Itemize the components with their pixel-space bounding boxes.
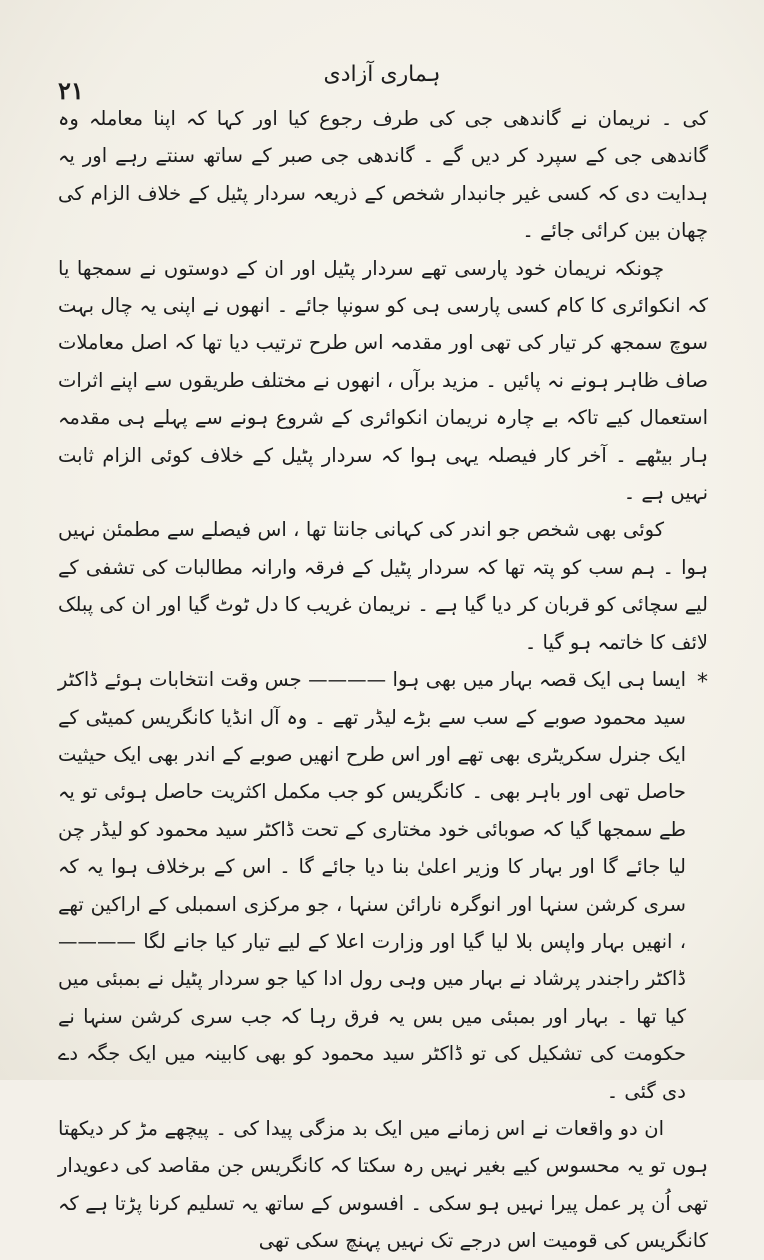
paragraph: چونکہ نریمان خود پارسی تھے سردار پٹیل اور ان کے دوستوں نے سمجھا یا کہ انکوائری کا کام کسی پارسی ہی کو سونپا جائے ۔ انھوں نے اپنی یہ چال بہت سوچ سمجھ کر تیار کی تھی اور مقدمہ اس طرح ترتیب دیا تھا کہ اصل معاملات صاف ظاہر ہونے نہ پائیں ۔ مزید برآں ، انھوں نے مختلف طریقوں سے اپنے اثرات استعمال کیے تاکہ بے چارہ نریمان انکوائری کے شروع ہونے سے پہلے ہی مقدمہ ہار بیٹھے ۔ آخر کار فیصلہ یہی ہوا کہ سردار پٹیل کے خلاف کوئی الزام ثابت نہیں ہے ۔ <box>58 256 708 505</box>
paragraph: کوئی بھی شخص جو اندر کی کہانی جانتا تھا ، اس فیصلے سے مطمئن نہیں ہوا ۔ ہم سب کو پتہ تھا کہ سردار پٹیل کے فرقہ وارانہ مطالبات کی تشفی کے لیے سچائی کو قربان کر دیا گیا ہے ۔ نریمان غریب کا دل ٹوٹ گیا اور ان کی پبلک لائف کا خاتمہ ہو گیا ۔ <box>58 518 708 654</box>
paragraph-text: ایسا ہی ایک قصہ بہار میں بھی ہوا ———— جس وقت انتخابات ہوئے ڈاکٹر سید محمود صوبے کے سب سے بڑے لیڈر تھے ۔ وہ آل انڈیا کانگریس کمیٹی کے ایک جنرل سکریٹری بھی تھے اور اس طرح انھیں صوبے کے اندر بھی ایک حیثیت حاصل تھی اور باہر بھی ۔ کانگریس کو جب مکمل اکثریت حاصل ہوئی تو یہ طے سمجھا گیا کہ صوبائی خود مختاری کے تحت ڈاکٹر سید محمود کو لیڈر چن لیا جائے گا اور بہار کا وزیر اعلیٰ بنا دیا جائے گا ۔ اس کے برخلاف ہوا یہ کہ سری کرشن سنہا اور انوگرہ نارائن سنہا ، جو مرکزی اسمبلی کے اراکین تھے ، انھیں بہار واپس بلا لیا گیا اور وزارت اعلا کے لیے تیار کیا جانے لگا ———— ڈاکٹر راجندر پرشاد نے بہار میں وہی رول ادا کیا جو سردار پٹیل نے بمبئی میں کیا تھا ۔ بہار اور بمبئی میں بس یہ فرق رہا کہ جب سری کرشن سنہا نے حکومت کی تشکیل کی تو ڈاکٹر سید محمود کو بھی کابینہ میں ایک جگہ دے دی گئی ۔ <box>58 668 686 1103</box>
page-body <box>58 100 708 1260</box>
asterisk-mark: * <box>697 670 708 696</box>
running-head: ہماری آزادی <box>323 62 441 87</box>
paragraph: کی ۔ نریمان نے گاندھی جی کی طرف رجوع کیا اور کہا کہ اپنا معاملہ وہ گاندھی جی کے سپرد کر دیں گے ۔ گاندھی جی صبر کے ساتھ سنتے رہے اور یہ ہدایت دی کہ کسی غیر جانبدار شخص کے ذریعہ سردار پٹیل کے خلاف الزام کی چھان بین کرائی جائے ۔ <box>58 107 708 243</box>
footnote-paragraph <box>58 661 708 1110</box>
paragraph: ان دو واقعات نے اس زمانے میں ایک بد مزگی پیدا کی ۔ پیچھے مڑ کر دیکھتا ہوں تو یہ محسوس کیے بغیر نہیں رہ سکتا کہ کانگریس جن مقاصد کی دعویدار تھی اُن پر عمل پیرا نہیں ہو سکی ۔ افسوس کے ساتھ یہ تسلیم کرنا پڑتا ہے کہ کانگریس کی قومیت اس درجے تک نہیں پہنچ سکی تھی <box>58 1116 708 1253</box>
page-number: ۲۱ <box>58 76 84 105</box>
